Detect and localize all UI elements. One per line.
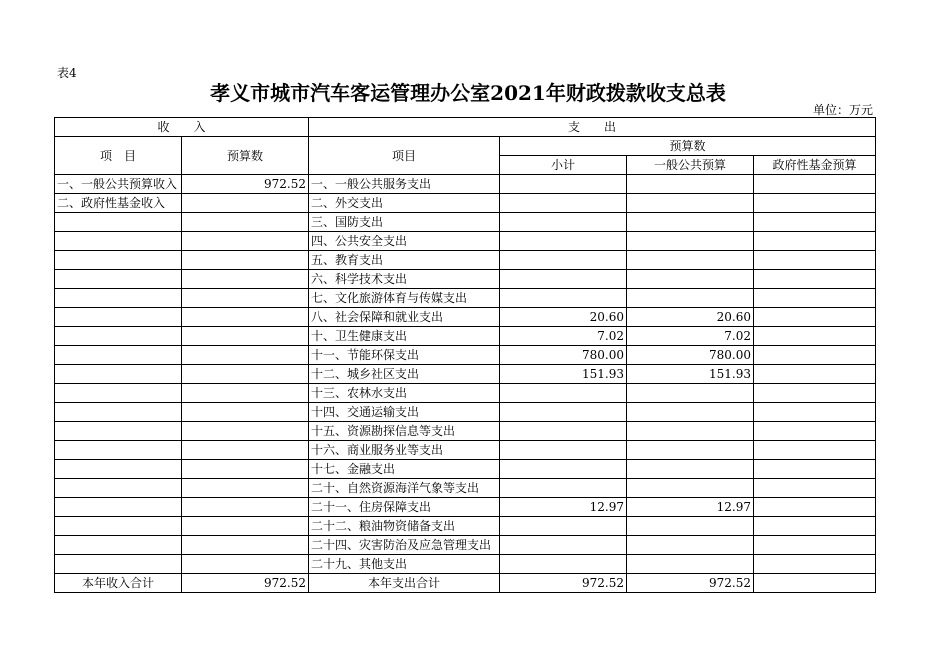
expense-budget-header: 预算数 bbox=[500, 137, 876, 156]
general-budget-cell bbox=[627, 460, 754, 479]
expense-item-cell: 一、一般公共服务支出 bbox=[309, 175, 500, 194]
expense-item-cell: 二十四、灾害防治及应急管理支出 bbox=[309, 536, 500, 555]
fund-budget-cell bbox=[754, 175, 876, 194]
expense-item-cell: 十、卫生健康支出 bbox=[309, 327, 500, 346]
income-budget-cell bbox=[182, 365, 309, 384]
fund-budget-cell bbox=[754, 384, 876, 403]
table-row bbox=[55, 270, 876, 289]
income-budget-cell bbox=[182, 289, 309, 308]
general-budget-cell: 12.97 bbox=[627, 498, 754, 517]
subtotal-cell bbox=[500, 517, 627, 536]
expense-item-cell: 二、外交支出 bbox=[309, 194, 500, 213]
unit-label: 单位：万元 bbox=[812, 103, 873, 117]
header-row-2 bbox=[55, 137, 876, 156]
income-item-cell bbox=[55, 555, 182, 574]
general-budget-cell bbox=[627, 479, 754, 498]
income-budget-cell bbox=[182, 194, 309, 213]
expense-item-cell: 四、公共安全支出 bbox=[309, 232, 500, 251]
expense-item-cell: 三、国防支出 bbox=[309, 213, 500, 232]
expense-item-cell: 十六、商业服务业等支出 bbox=[309, 441, 500, 460]
subtotal-cell bbox=[500, 555, 627, 574]
table-row bbox=[55, 441, 876, 460]
fund-budget-cell bbox=[754, 441, 876, 460]
table-row bbox=[55, 251, 876, 270]
page-title: 孝义市城市汽车客运管理办公室2021年财政拨款收支总表 bbox=[210, 81, 726, 105]
general-budget-cell bbox=[627, 232, 754, 251]
income-item-cell bbox=[55, 422, 182, 441]
table-row bbox=[55, 384, 876, 403]
fund-budget-cell bbox=[754, 555, 876, 574]
fund-budget-cell bbox=[754, 517, 876, 536]
income-budget-cell bbox=[182, 555, 309, 574]
income-budget-cell bbox=[182, 327, 309, 346]
subtotal-cell bbox=[500, 536, 627, 555]
subtotal-cell: 780.00 bbox=[500, 346, 627, 365]
income-budget-cell bbox=[182, 536, 309, 555]
subtotal-cell bbox=[500, 175, 627, 194]
fund-budget-cell bbox=[754, 479, 876, 498]
expense-item-cell: 二十、自然资源海洋气象等支出 bbox=[309, 479, 500, 498]
general-budget-cell: 151.93 bbox=[627, 365, 754, 384]
expense-item-cell: 二十九、其他支出 bbox=[309, 555, 500, 574]
expense-item-cell: 十三、农林水支出 bbox=[309, 384, 500, 403]
fund-budget-cell bbox=[754, 194, 876, 213]
fund-budget-header: 政府性基金预算 bbox=[754, 156, 876, 175]
income-item-cell bbox=[55, 213, 182, 232]
income-budget-cell bbox=[182, 346, 309, 365]
table-row bbox=[55, 327, 876, 346]
table-row bbox=[55, 555, 876, 574]
table-row bbox=[55, 308, 876, 327]
general-budget-cell bbox=[627, 403, 754, 422]
general-budget-cell bbox=[627, 175, 754, 194]
table-row bbox=[55, 365, 876, 384]
general-budget-cell bbox=[627, 194, 754, 213]
subtotal-cell bbox=[500, 270, 627, 289]
table-row bbox=[55, 289, 876, 308]
income-budget-cell bbox=[182, 251, 309, 270]
fund-budget-cell bbox=[754, 498, 876, 517]
income-budget-cell bbox=[182, 308, 309, 327]
table-row bbox=[55, 479, 876, 498]
expense-total-label: 本年支出合计 bbox=[309, 574, 500, 593]
income-budget-header: 预算数 bbox=[182, 137, 309, 175]
general-budget-cell bbox=[627, 384, 754, 403]
income-item-cell bbox=[55, 232, 182, 251]
income-item-cell: 二、政府性基金收入 bbox=[55, 194, 182, 213]
fund-budget-cell bbox=[754, 346, 876, 365]
table-row bbox=[55, 422, 876, 441]
income-budget-cell: 972.52 bbox=[182, 175, 309, 194]
table-row bbox=[55, 194, 876, 213]
income-total-value: 972.52 bbox=[182, 574, 309, 593]
fund-budget-cell bbox=[754, 289, 876, 308]
subtotal-total-value: 972.52 bbox=[500, 574, 627, 593]
general-budget-cell bbox=[627, 251, 754, 270]
expense-item-cell: 十二、城乡社区支出 bbox=[309, 365, 500, 384]
income-budget-cell bbox=[182, 213, 309, 232]
subtotal-cell bbox=[500, 251, 627, 270]
general-budget-cell: 7.02 bbox=[627, 327, 754, 346]
subtotal-cell bbox=[500, 194, 627, 213]
expense-item-cell: 十七、金融支出 bbox=[309, 460, 500, 479]
general-budget-cell: 20.60 bbox=[627, 308, 754, 327]
fund-budget-cell bbox=[754, 536, 876, 555]
expense-item-cell: 八、社会保障和就业支出 bbox=[309, 308, 500, 327]
income-item-cell bbox=[55, 365, 182, 384]
fund-budget-cell bbox=[754, 308, 876, 327]
income-item-cell bbox=[55, 384, 182, 403]
income-total-label: 本年收入合计 bbox=[55, 574, 182, 593]
general-budget-cell bbox=[627, 555, 754, 574]
general-budget-cell bbox=[627, 517, 754, 536]
subtotal-cell: 7.02 bbox=[500, 327, 627, 346]
fund-total-value bbox=[754, 574, 876, 593]
subtotal-cell bbox=[500, 460, 627, 479]
table-row bbox=[55, 460, 876, 479]
income-item-cell bbox=[55, 289, 182, 308]
income-item-cell bbox=[55, 251, 182, 270]
income-budget-cell bbox=[182, 232, 309, 251]
expense-item-cell: 十一、节能环保支出 bbox=[309, 346, 500, 365]
subtotal-cell: 20.60 bbox=[500, 308, 627, 327]
subtotal-cell bbox=[500, 479, 627, 498]
general-budget-cell: 780.00 bbox=[627, 346, 754, 365]
general-budget-cell bbox=[627, 289, 754, 308]
income-item-cell bbox=[55, 536, 182, 555]
expense-item-header: 项目 bbox=[309, 137, 500, 175]
subtotal-cell bbox=[500, 213, 627, 232]
fund-budget-cell bbox=[754, 422, 876, 441]
table-row bbox=[55, 517, 876, 536]
income-item-cell bbox=[55, 270, 182, 289]
table-row bbox=[55, 232, 876, 251]
income-budget-cell bbox=[182, 441, 309, 460]
expense-item-cell: 六、科学技术支出 bbox=[309, 270, 500, 289]
subtotal-cell bbox=[500, 441, 627, 460]
table-row bbox=[55, 498, 876, 517]
general-budget-header: 一般公共预算 bbox=[627, 156, 754, 175]
fund-budget-cell bbox=[754, 365, 876, 384]
income-budget-cell bbox=[182, 403, 309, 422]
fund-budget-cell bbox=[754, 327, 876, 346]
income-item-cell bbox=[55, 479, 182, 498]
subtotal-cell: 12.97 bbox=[500, 498, 627, 517]
general-total-value: 972.52 bbox=[627, 574, 754, 593]
income-item-cell bbox=[55, 460, 182, 479]
income-budget-cell bbox=[182, 270, 309, 289]
fund-budget-cell bbox=[754, 213, 876, 232]
table-row bbox=[55, 403, 876, 422]
income-budget-cell bbox=[182, 460, 309, 479]
general-budget-cell bbox=[627, 213, 754, 232]
table-row bbox=[55, 346, 876, 365]
subtotal-header: 小计 bbox=[500, 156, 627, 175]
subtotal-cell: 151.93 bbox=[500, 365, 627, 384]
income-item-cell bbox=[55, 403, 182, 422]
fund-budget-cell bbox=[754, 460, 876, 479]
fund-budget-cell bbox=[754, 270, 876, 289]
subtotal-cell bbox=[500, 289, 627, 308]
expense-item-cell: 十四、交通运输支出 bbox=[309, 403, 500, 422]
income-budget-cell bbox=[182, 422, 309, 441]
table-number: 表4 bbox=[57, 66, 77, 80]
general-budget-cell bbox=[627, 441, 754, 460]
table-row bbox=[55, 536, 876, 555]
income-budget-cell bbox=[182, 517, 309, 536]
general-budget-cell bbox=[627, 536, 754, 555]
header-row-1 bbox=[55, 118, 876, 137]
income-item-cell bbox=[55, 517, 182, 536]
income-item-cell bbox=[55, 441, 182, 460]
expense-item-cell: 五、教育支出 bbox=[309, 251, 500, 270]
subtotal-cell bbox=[500, 403, 627, 422]
general-budget-cell bbox=[627, 422, 754, 441]
income-header: 收 入 bbox=[55, 118, 309, 137]
fund-budget-cell bbox=[754, 232, 876, 251]
income-item-cell bbox=[55, 498, 182, 517]
income-item-cell: 一、一般公共预算收入 bbox=[55, 175, 182, 194]
table-row bbox=[55, 213, 876, 232]
income-budget-cell bbox=[182, 384, 309, 403]
subtotal-cell bbox=[500, 232, 627, 251]
income-budget-cell bbox=[182, 479, 309, 498]
subtotal-cell bbox=[500, 422, 627, 441]
expense-item-cell: 二十一、住房保障支出 bbox=[309, 498, 500, 517]
income-item-cell bbox=[55, 327, 182, 346]
expense-header: 支 出 bbox=[309, 118, 876, 137]
income-item-cell bbox=[55, 346, 182, 365]
expense-item-cell: 二十二、粮油物资储备支出 bbox=[309, 517, 500, 536]
fund-budget-cell bbox=[754, 251, 876, 270]
income-item-cell bbox=[55, 308, 182, 327]
budget-table bbox=[54, 117, 876, 593]
fund-budget-cell bbox=[754, 403, 876, 422]
table-row bbox=[55, 175, 876, 194]
expense-item-cell: 七、文化旅游体育与传媒支出 bbox=[309, 289, 500, 308]
income-item-header: 项 目 bbox=[55, 137, 182, 175]
general-budget-cell bbox=[627, 270, 754, 289]
income-budget-cell bbox=[182, 498, 309, 517]
totals-row bbox=[55, 574, 876, 593]
subtotal-cell bbox=[500, 384, 627, 403]
expense-item-cell: 十五、资源勘探信息等支出 bbox=[309, 422, 500, 441]
